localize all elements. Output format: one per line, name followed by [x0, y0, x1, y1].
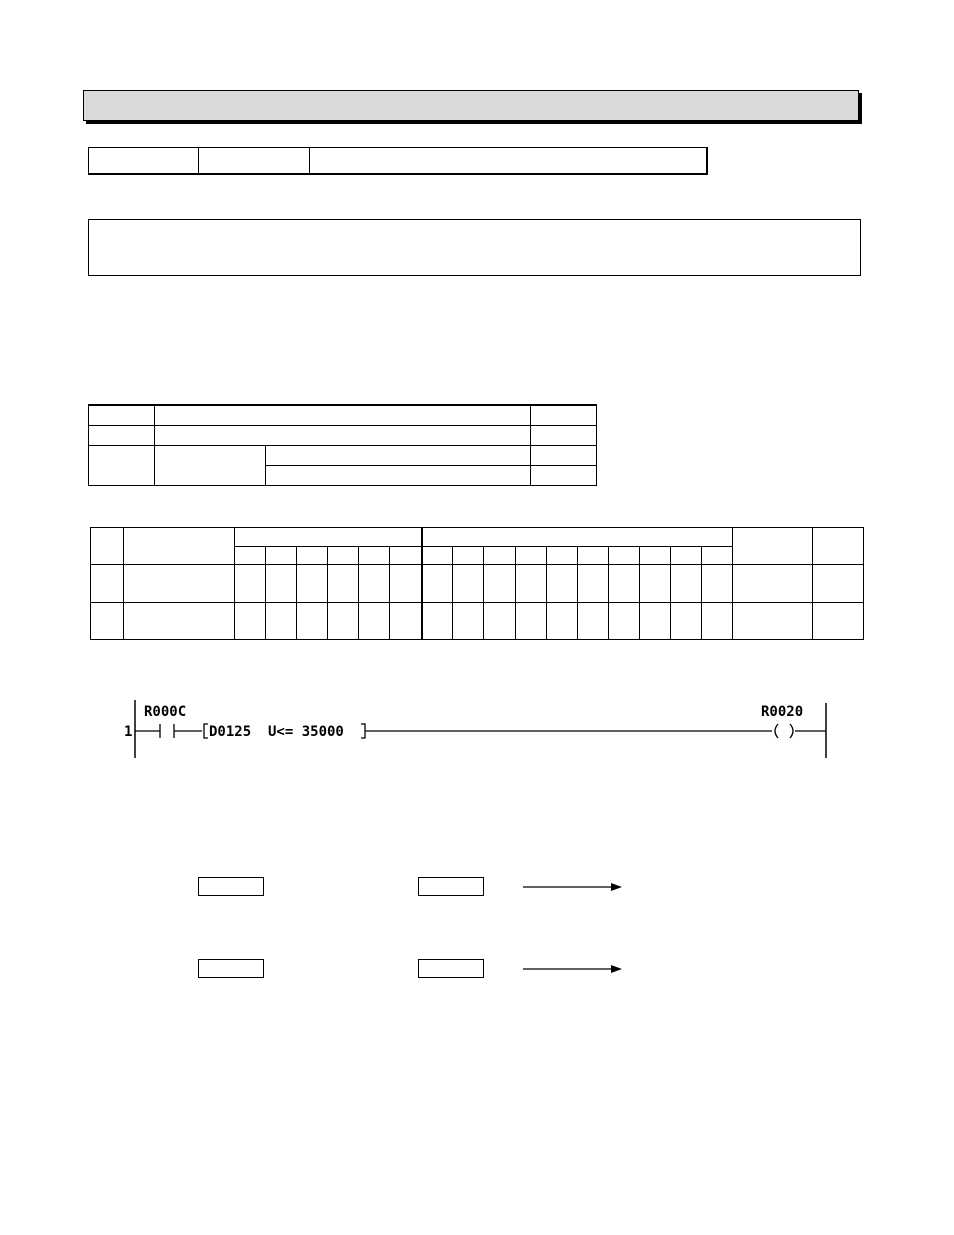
operand-table — [90, 527, 864, 640]
right-arrow-icon — [523, 963, 623, 975]
spec-cell — [155, 405, 531, 425]
operand-header — [733, 528, 813, 565]
operand-header — [124, 528, 235, 565]
spec-cell — [531, 405, 597, 425]
ladder-diagram — [120, 695, 840, 765]
right-arrow-icon — [523, 881, 623, 893]
operand-header — [422, 528, 733, 547]
table-row — [91, 565, 864, 603]
coil-label: R0020 — [761, 704, 804, 720]
operand-header — [235, 528, 422, 547]
spec-cell — [89, 425, 155, 445]
operand-header — [813, 528, 864, 565]
contact-label: R000C — [144, 704, 187, 720]
spec-cell — [266, 465, 531, 485]
spec-cell — [531, 445, 597, 465]
example-value-box — [198, 959, 264, 978]
spec-cell — [531, 465, 597, 485]
rung-number: 1 — [124, 724, 133, 740]
output-coil — [775, 724, 793, 738]
example-value-box — [198, 877, 264, 896]
instruction-header-table — [88, 147, 708, 175]
instruction-cell-2 — [199, 148, 310, 175]
table-row — [91, 603, 864, 640]
spec-cell — [89, 405, 155, 425]
example-value-box — [418, 959, 484, 978]
spec-cell — [531, 425, 597, 445]
normally-open-contact — [160, 724, 174, 738]
spec-cell — [155, 425, 531, 445]
spec-cell — [155, 445, 266, 485]
operand-header — [91, 528, 124, 565]
example-value-box — [418, 877, 484, 896]
spec-cell — [89, 445, 155, 485]
instruction-cell-3 — [310, 148, 708, 175]
compare-instruction-text: D0125 U<= 35000 — [209, 724, 344, 740]
instruction-cell-1 — [89, 148, 199, 175]
description-box — [88, 219, 861, 276]
section-header-bar — [83, 90, 859, 121]
spec-cell — [266, 445, 531, 465]
specification-table — [88, 404, 597, 486]
